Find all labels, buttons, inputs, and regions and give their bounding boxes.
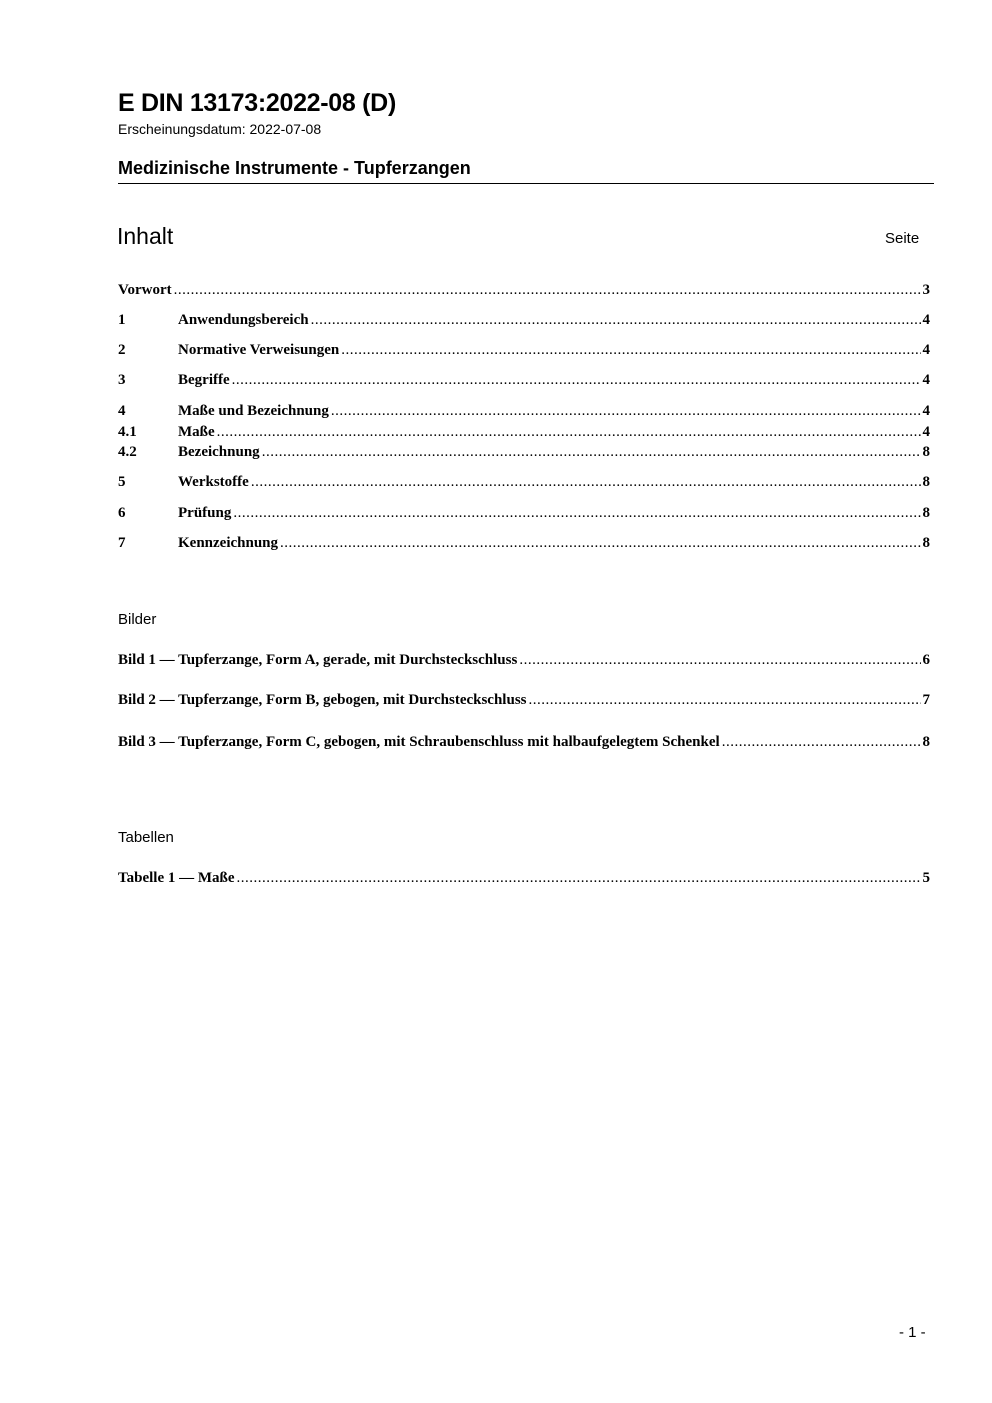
figure-entry-title: Bild 3 — Tupferzange, Form C, gebogen, mit Schraubenschluss mit halbaufgelegtem Schenkel [118,734,720,750]
toc-entry-title: Kennzeichnung [178,535,279,551]
toc-entry-number: 2 [118,342,126,358]
toc-entry-title: Maße [178,424,215,440]
toc-entry-page: 4 [922,424,930,440]
toc-entry-title: Anwendungsbereich [178,312,309,328]
dot-leader [174,281,921,299]
toc-entry-1[interactable] [118,311,930,329]
dot-leader [529,691,921,709]
figure-entry-title: Bild 2 — Tupferzange, Form B, gebogen, mit Durchsteckschluss [118,692,527,708]
toc-entry-title: Prüfung [178,505,232,521]
toc-entry-foreword[interactable] [118,281,930,299]
toc-entry-number: 3 [118,372,126,388]
dot-leader [262,443,921,461]
dot-leader [280,534,920,552]
table-entry-1[interactable] [118,869,930,887]
dot-leader [237,869,921,887]
figure-entry-3[interactable] [118,733,930,751]
toc-entry-page: 4 [922,342,930,358]
toc-entry-title: Werkstoffe [178,474,249,490]
toc-entry-number: 6 [118,505,126,521]
toc-entry-4-1[interactable] [118,423,930,441]
toc-entry-number: 1 [118,312,126,328]
table-entry-page: 5 [922,870,930,886]
toc-entry-page: 4 [922,372,930,388]
figure-entry-2[interactable] [118,691,930,709]
dot-leader [311,311,921,329]
toc-entry-title: Begriffe [178,372,230,388]
toc-entry-title: Bezeichnung [178,444,260,460]
toc-entry-page: 8 [922,505,930,521]
toc-entry-number: 4.2 [118,444,137,460]
document-id: E DIN 13173:2022-08 (D) [118,89,396,117]
publication-date: Erscheinungsdatum: 2022-07-08 [118,121,322,137]
dot-leader [722,733,921,751]
dot-leader [233,504,920,522]
toc-entry-number: 5 [118,474,126,490]
toc-entry-6[interactable] [118,504,930,522]
tables-heading: Tabellen [118,829,174,846]
figure-entry-page: 8 [922,734,930,750]
dot-leader [217,423,921,441]
toc-entry-title: Maße und Bezeichnung [178,403,329,419]
toc-entry-3[interactable] [118,371,930,389]
figure-entry-page: 7 [922,692,930,708]
toc-entry-page: 8 [922,444,930,460]
contents-heading: Inhalt [117,223,174,249]
toc-entry-2[interactable] [118,341,930,359]
toc-entry-page: 3 [922,282,930,298]
title-underline [118,183,934,184]
figure-entry-page: 6 [922,652,930,668]
dot-leader [232,371,921,389]
dot-leader [519,651,920,669]
toc-entry-title: Normative Verweisungen [178,342,340,358]
figure-entry-title: Bild 1 — Tupferzange, Form A, gerade, mit Durchsteckschluss [118,652,518,668]
page-number: - 1 - [899,1324,926,1341]
toc-entry-7[interactable] [118,534,930,552]
toc-entry-4-2[interactable] [118,443,930,461]
dot-leader [331,402,921,420]
dot-leader [251,473,921,491]
toc-entry-5[interactable] [118,473,930,491]
dot-leader [341,341,920,359]
page-column-label: Seite [885,230,920,247]
toc-entry-number: 4 [118,403,126,419]
toc-entry-page: 4 [922,312,930,328]
toc-entry-page: 8 [922,474,930,490]
toc-entry-4[interactable] [118,402,930,420]
toc-entry-number: 7 [118,535,126,551]
figure-entry-1[interactable] [118,651,930,669]
toc-entry-number: 4.1 [118,424,137,440]
toc-entry-page: 4 [922,403,930,419]
figures-heading: Bilder [118,611,157,628]
table-entry-title: Tabelle 1 — Maße [118,870,235,886]
toc-entry-title: Vorwort [118,282,172,298]
toc-entry-page: 8 [922,535,930,551]
document-title: Medizinische Instrumente - Tupferzangen [118,158,471,178]
